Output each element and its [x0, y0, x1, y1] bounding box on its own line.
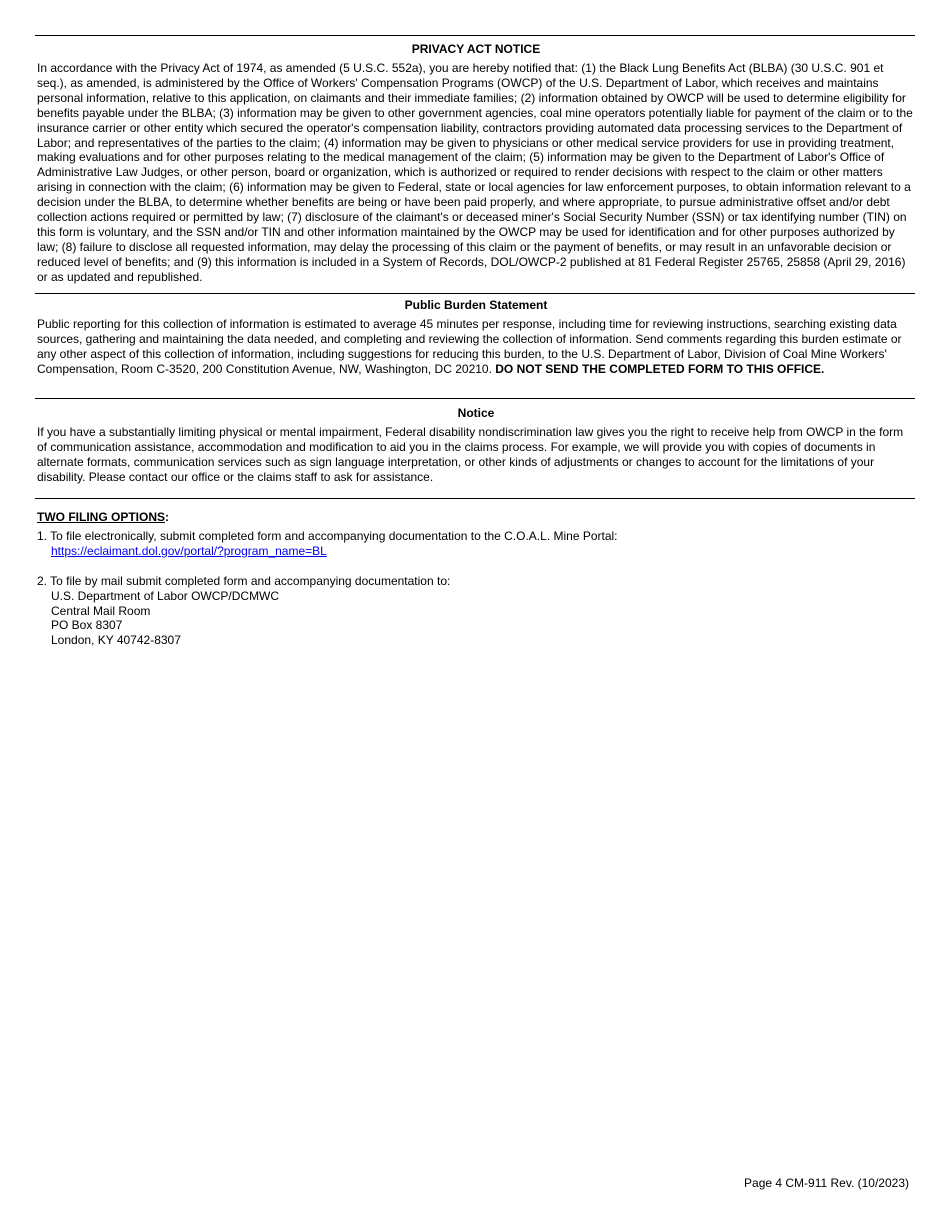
filing-option-electronic: 1. To file electronically, submit completed form and accompanying documentation to the C.O.A.L. Mine Portal: — [37, 528, 618, 543]
portal-link-line — [37, 544, 915, 559]
filing-options-heading — [37, 510, 915, 525]
public-burden-text: Public reporting for this collection of information is estimated to average 45 minutes per response, including time for reviewing instructions, searching existing data sources, gathering and maintaining the data needed, and completing and reviewing the collection of information. Send comments regarding this burden estimate or any other aspect of this collection of information, including suggestions for reducing this burden, to the U.S. Department of Labor, Division of Coal Mine Workers' Compensation, Room C-3520, 200 Constitution Avenue, NW, Washington, DC 20210. — [37, 317, 902, 376]
public-burden-section — [37, 298, 915, 377]
portal-link[interactable]: https://eclaimant.dol.gov/portal/?program_name=BL — [51, 543, 327, 558]
top-rule — [35, 35, 915, 36]
notice-divider — [35, 498, 915, 499]
privacy-act-section — [37, 42, 915, 285]
filing-options-section — [37, 510, 915, 648]
address-line-2: Central Mail Room — [51, 603, 151, 618]
address-line-3: PO Box 8307 — [51, 618, 123, 633]
notice-title: Notice — [457, 406, 495, 420]
do-not-send-warning: DO NOT SEND THE COMPLETED FORM TO THIS OFFICE. — [495, 361, 825, 376]
privacy-act-title: PRIVACY ACT NOTICE — [411, 42, 541, 56]
notice-section — [37, 406, 915, 485]
filing-option-mail: 2. To file by mail submit completed form and accompanying documentation to: — [37, 573, 451, 588]
address-line-4: London, KY 40742-8307 — [51, 633, 181, 648]
burden-divider — [35, 398, 915, 399]
public-burden-title: Public Burden Statement — [404, 298, 548, 312]
address-line-1: U.S. Department of Labor OWCP/DCMWC — [51, 588, 280, 603]
privacy-divider — [35, 293, 915, 294]
page-footer: Page 4 CM-911 Rev. (10/2023) — [744, 1176, 909, 1190]
privacy-act-body: In accordance with the Privacy Act of 1974, as amended (5 U.S.C. 552a), you are hereby notified that: (1) the Black Lung Benefits Act (BLBA) (30 U.S.C. 901 et seq.), as amended, is administered by the Office of Workers' Compensation Programs (OWCP) of the U.S. Department of Labor, which receives and maintains personal information, relative to this application, on claimants and their immediate families; (2) information obtained by OWCP will be used to determine eligibility for benefits payable under the BLBA; (3) information may be given to other government agencies, coal mine operators potentially liable for payment of the claim or to the insurance carrier or other entity which secured the operator's compensation liability, contractors providing automated data processing services to the Department of Labor; and representatives of the parties to the claim; (4) information may be given to physicians or other medical service providers for use in providing treatment, making evaluations and for other purposes relating to the medical management of the claim; (5) information may be given to the Department of Labor's Office of Administrative Law Judges, or other person, board or organization, which is authorized or required to render decisions with respect to the claim or other matters arising in connection with the claim; (6) information may be given to Federal, state or local agencies for law enforcement purposes, to obtain information relevant to a decision under the BLBA, to determine whether benefits are being or have been paid properly, and where appropriate, to pursue administrative offset and/or debt collection actions required or permitted by law; (7) disclosure of the claimant's or deceased miner's Social Security Number (SSN) or tax identifying number (TIN) on this form is voluntary, and the SSN and/or TIN and other information maintained by the OWCP may be used for identification and for other purposes authorized by law; (8) failure to disclose all requested information, may delay the processing of this claim or the payment of benefits, or may result in an unfavorable decision or reduced level of benefits; and (9) this information is included in a System of Records, DOL/OWCP-2 published at 81 Federal Register 25765, 25858 (April 29, 2016) or as updated and republished. — [37, 61, 913, 284]
public-burden-body — [37, 317, 915, 377]
notice-body: If you have a substantially limiting physical or mental impairment, Federal disability nondiscrimination law gives you the right to receive help from OWCP in the form of communication assistance, accommodation and modification to aid you in the claims process. For example, we will provide you with copies of documents in alternate formats, communication services such as sign language interpretation, or other kinds of adjustments or changes to account for the limitations of your disability. Please contact our office or the claims staff to ask for assistance. — [37, 425, 904, 484]
filing-options-title: TWO FILING OPTIONS — [37, 510, 165, 524]
filing-options-colon: : — [165, 510, 169, 524]
